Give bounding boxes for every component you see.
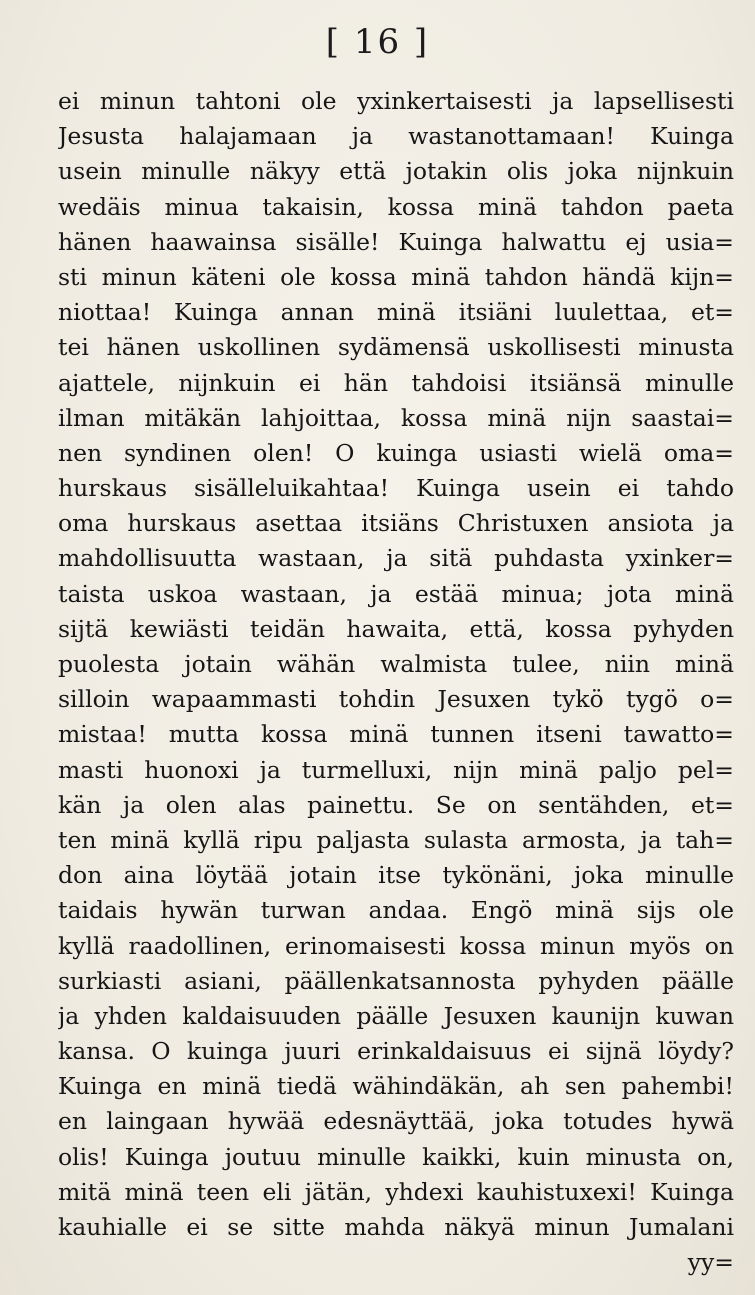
text-line: hänen haawainsa sisälle! Kuinga halwattu ej usia= bbox=[58, 227, 734, 256]
page-number-header: [ 16 ] bbox=[325, 22, 430, 62]
text-line: olis! Kuinga joutuu minulle kaikki, kuin minusta on, bbox=[58, 1142, 734, 1171]
text-line: Jesusta halajamaan ja wastanottamaan! Kuinga bbox=[58, 122, 734, 151]
text-line: niottaa! Kuinga annan minä itsiäni luulettaa, et= bbox=[58, 298, 734, 327]
text-line: Kuinga en minä tiedä wähindäkän, ah sen pahembi! bbox=[58, 1072, 734, 1101]
text-line: kansa. O kuinga juuri erinkaldaisuus ei sijnä löydy? bbox=[58, 1037, 734, 1066]
text-line: ilman mitäkän lahjoittaa, kossa minä nijn saastai= bbox=[58, 403, 734, 432]
text-line: taista uskoa wastaan, ja estää minua; jota minä bbox=[58, 579, 734, 608]
text-line: surkiasti asiani, päällenkatsannosta pyhyden päälle bbox=[58, 966, 734, 995]
text-line: usein minulle näkyy että jotakin olis joka nijnkuin bbox=[58, 157, 734, 186]
text-line: yy= bbox=[687, 1248, 734, 1277]
text-line: taidais hywän turwan andaa. Engö minä sijs ole bbox=[58, 896, 734, 925]
text-line: mahdollisuutta wastaan, ja sitä puhdasta yxinker= bbox=[58, 544, 734, 573]
page-body-text bbox=[58, 84, 734, 1280]
text-line: kauhialle ei se sitte mahda näkyä minun Jumalani bbox=[58, 1213, 734, 1241]
text-line: masti huonoxi ja turmelluxi, nijn minä paljo pel= bbox=[58, 755, 734, 784]
text-line: ten minä kyllä ripu paljasta sulasta armosta, ja tah= bbox=[58, 825, 734, 854]
text-line: kän ja olen alas painettu. Se on sentähden, et= bbox=[58, 790, 734, 819]
text-line: nen syndinen olen! O kuinga usiasti wielä oma= bbox=[58, 438, 734, 467]
text-line: mitä minä teen eli jätän, yhdexi kauhistuxexi! Kuinga bbox=[58, 1177, 734, 1206]
text-line: mistaa! mutta kossa minä tunnen itseni tawatto= bbox=[58, 720, 734, 749]
text-line: hurskaus sisälleluikahtaa! Kuinga usein ei tahdo bbox=[58, 474, 734, 503]
text-line: tei hänen uskollinen sydämensä uskollisesti minusta bbox=[58, 333, 734, 362]
text-line: ajattele, nijnkuin ei hän tahdoisi itsiänsä minulle bbox=[58, 368, 734, 397]
text-line: oma hurskaus asettaa itsiäns Christuxen ansiota ja bbox=[58, 509, 734, 538]
text-line: sti minun käteni ole kossa minä tahdon händä kijn= bbox=[58, 262, 734, 291]
text-line: don aina löytää jotain itse tykönäni, joka minulle bbox=[58, 861, 734, 890]
text-line: sijtä kewiästi teidän hawaita, että, kossa pyhyden bbox=[58, 614, 734, 643]
text-line: kyllä raadollinen, erinomaisesti kossa minun myös on bbox=[58, 931, 734, 960]
text-line: wedäis minua takaisin, kossa minä tahdon paeta bbox=[58, 192, 734, 221]
text-line: silloin wapaammasti tohdin Jesuxen tykö tygö o= bbox=[58, 685, 734, 714]
text-line: ja yhden kaldaisuuden päälle Jesuxen kaunijn kuwan bbox=[58, 1001, 734, 1030]
text-line: en laingaan hywää edesnäyttää, joka totudes hywä bbox=[58, 1107, 734, 1136]
text-line: puolesta jotain wähän walmista tulee, niin minä bbox=[58, 650, 734, 678]
text-line: ei minun tahtoni ole yxinkertaisesti ja lapsellisesti bbox=[58, 87, 734, 115]
